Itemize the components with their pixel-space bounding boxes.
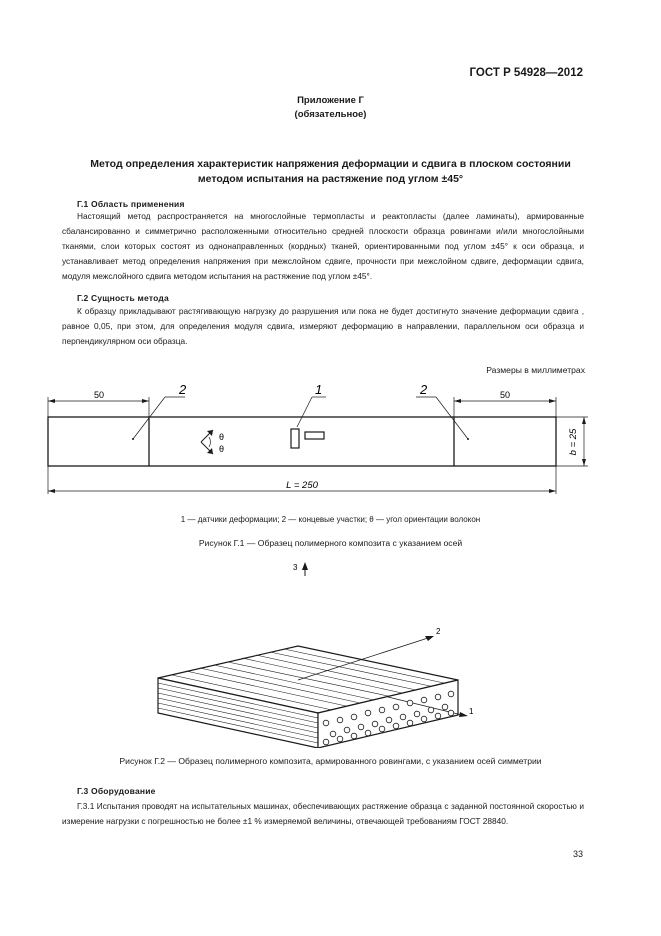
axis-1-label: 1 (469, 707, 474, 716)
units-note: Размеры в миллиметрах (486, 365, 585, 375)
standard-number: ГОСТ Р 54928—2012 (469, 67, 583, 79)
label-gauge: 1 (315, 382, 323, 397)
dim-width-label: b = 25 (568, 428, 579, 456)
section-g1-text (62, 209, 584, 284)
figure-1-specimen-drawing (0, 380, 661, 500)
appendix-heading (0, 94, 661, 122)
figure-1-legend: 1 — датчики деформации; 2 — концевые участки; θ — угол ориентации волокон (180, 515, 481, 524)
section-g2-heading: Г.2 Сущность метода (77, 293, 169, 303)
section-g2-text (62, 304, 584, 349)
dim-length-label: L = 250 (286, 480, 318, 491)
section-g1-heading: Г.1 Область применения (77, 199, 185, 209)
leader-end-right (436, 397, 468, 439)
specimen-outline (48, 417, 556, 466)
axis-2-label: 2 (436, 627, 441, 636)
method-title (0, 157, 661, 187)
strain-gauge-transverse (291, 429, 299, 448)
section-g3-heading: Г.3 Оборудование (77, 786, 156, 796)
theta-bottom-label: θ (219, 444, 225, 454)
section-g1-paragraph: Настоящий метод распространяется на многослойные термопласты и реактопласты (далее ламинаты), армированные сбалансированно и симметрично расположенными относительно средней плоскости образца ровингами и/или многослойными тканями, слои которых состоят из однонаправленных (кордных) тканей, ориентированными под углом ±45° к оси образца, и устанавливает метод определения напряжения при межслойном сдвиге, прочности при межслойном сдвиге, деформации сдвига, модуля межслойного сдвига методом испытания на растяжение под углом ±45°. (62, 211, 584, 281)
figure-2-laminate-drawing (0, 558, 661, 748)
figure-1-caption: Рисунок Г.1 — Образец полимерного композита с указанием осей (198, 538, 463, 548)
leader-gauge (297, 397, 312, 427)
figure-2-caption: Рисунок Г.2 — Образец полимерного композита, армированного ровингами, с указанием осей симметрии (119, 756, 542, 766)
theta-top-label: θ (219, 432, 225, 442)
label-end-left: 2 (179, 382, 187, 397)
section-g3-text (62, 799, 584, 829)
page-number: 33 (572, 849, 583, 859)
appendix-subtitle: (обязательное) (294, 109, 367, 120)
dim-end-left-label: 50 (93, 390, 105, 400)
method-title-line2: методом испытания на растяжение под углом ±45° (197, 173, 464, 185)
section-g3-paragraph: Г.3.1 Испытания проводят на испытательных машинах, обеспечивающих растяжение образца с заданной постоянной скоростью и измерение нагрузки с погрешностью не более ±1 % измеряемой величины, отвечающей требованиям ГОСТ 28840. (62, 801, 584, 826)
axis-3-label: 3 (293, 563, 298, 572)
method-title-line1: Метод определения характеристик напряжения деформации и сдвига в плоском состоянии (90, 158, 571, 170)
section-g2-paragraph: К образцу прикладывают растягивающую нагрузку до разрушения или пока не будет достигнуто значение деформации сдвига , равное 0,05, при этом, для определения модуля сдвига, измеряют деформацию в направлении, параллельном оси образца и перпендикулярном оси образца. (62, 306, 584, 346)
label-end-right: 2 (420, 382, 428, 397)
strain-gauge-longitudinal (305, 432, 324, 439)
appendix-title: Приложение Г (297, 95, 364, 106)
dim-end-right-label: 50 (499, 390, 511, 400)
